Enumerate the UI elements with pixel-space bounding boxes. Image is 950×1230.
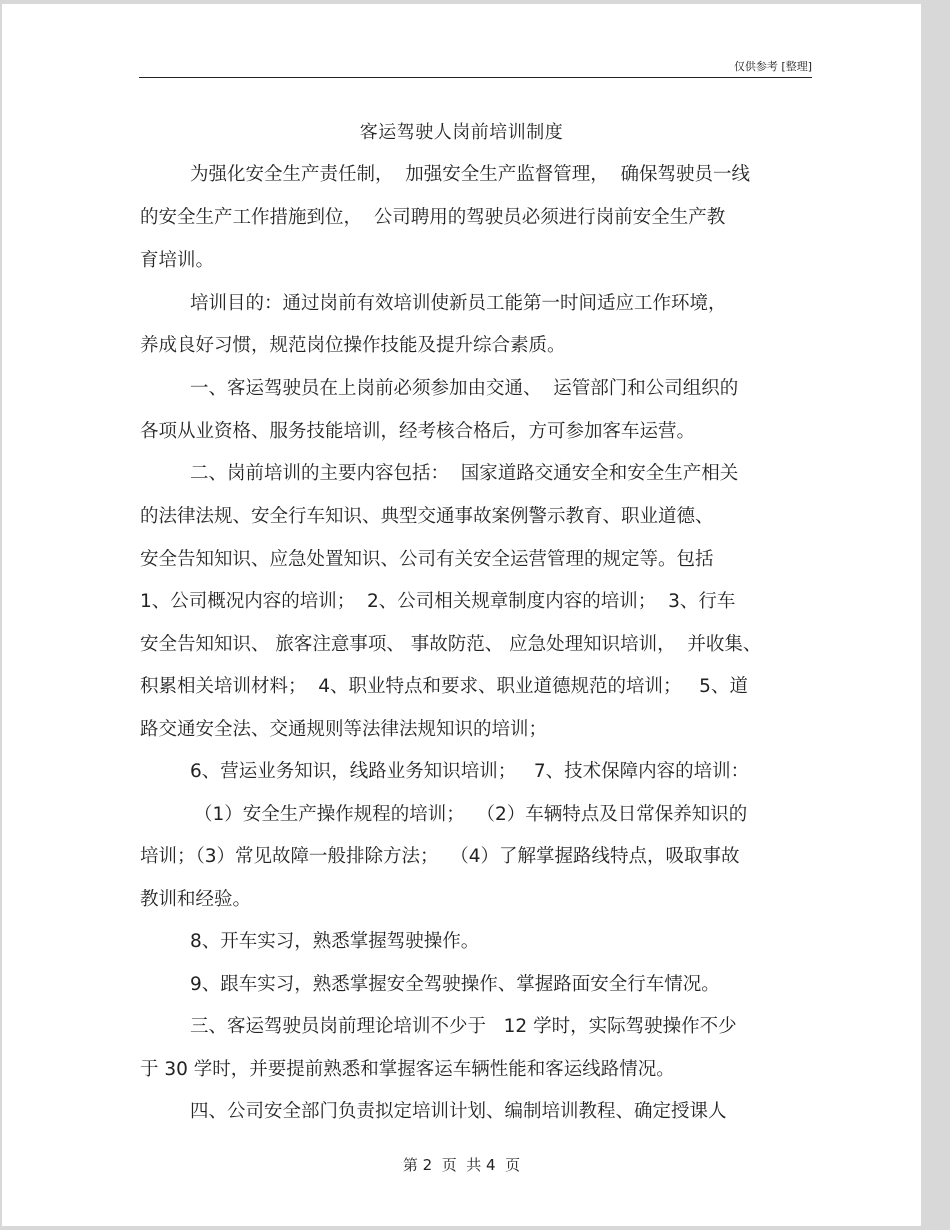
header-note: 仅供参考 [整理] — [733, 60, 812, 73]
paragraph-line: 四、公司安全部门负责拟定培训计划、编制培训教程、确定授课人 — [190, 1101, 727, 1122]
page-header — [139, 52, 812, 78]
paragraph-line: 1、公司概况内容的培训； 2、公司相关规章制度内容的培训； 3、行车 — [140, 591, 736, 612]
document-page — [2, 4, 921, 1226]
paragraph-line: 安全告知知识、应急处置知识、公司有关安全运营管理的规定等。包括 — [140, 549, 714, 570]
paragraph-line: 各项从业资格、服务技能培训，经考核合格后，方可参加客车运营。 — [140, 421, 696, 442]
paragraph-line: 三、客运驾驶员岗前理论培训不少于 12 学时，实际驾驶操作不少 — [190, 1016, 737, 1037]
paragraph-line: 一、客运驾驶员在上岗前必须参加由交通、 运管部门和公司组织的 — [190, 378, 739, 399]
paragraph-line: 于 30 学时，并要提前熟悉和掌握客运车辆性能和客运线路情况。 — [140, 1059, 675, 1080]
paragraph-line: 为强化安全生产责任制， 加强安全生产监督管理， 确保驾驶员一线 — [190, 164, 751, 185]
paragraph-line: 9、跟车实习，熟悉掌握安全驾驶操作、掌握路面安全行车情况。 — [190, 974, 720, 995]
paragraph-line: 教训和经验。 — [140, 889, 252, 910]
paragraph-line: 养成良好习惯，规范岗位操作技能及提升综合素质。 — [140, 335, 566, 356]
paragraph-line: 二、岗前培训的主要内容包括： 国家道路交通安全和安全生产相关 — [190, 463, 739, 484]
paragraph-line: 的法律法规、安全行车知识、典型交通事故案例警示教育、职业道德、 — [140, 506, 714, 527]
paragraph-line: 安全告知知识、 旅客注意事项、 事故防范、 应急处理知识培训， 并收集、 — [140, 634, 762, 655]
paragraph-line: （1）安全生产操作规程的培训； （2）车辆特点及日常保养知识的 — [194, 804, 748, 825]
paragraph-line: 育培训。 — [140, 250, 215, 271]
paragraph-line: 路交通安全法、交通规则等法律法规知识的培训； — [140, 719, 548, 740]
paragraph-line: 6、营运业务知识，线路业务知识培训； 7、技术保障内容的培训： — [190, 761, 750, 782]
paragraph-line: 积累相关培训材料； 4、职业特点和要求、职业道德规范的培训； 5、道 — [140, 676, 748, 697]
paragraph-line: 8、开车实习，熟悉掌握驾驶操作。 — [190, 931, 480, 952]
page-number: 第 2 页 共 4 页 — [402, 1156, 521, 1174]
paragraph-line: 培训目的：通过岗前有效培训使新员工能第一时间适应工作环境， — [190, 293, 727, 314]
document-title: 客运驾驶人岗前培训制度 — [359, 122, 564, 143]
paragraph-line: 的安全生产工作措施到位， 公司聘用的驾驶员必须进行岗前安全生产教 — [140, 207, 726, 228]
paragraph-line: 培训；（3）常见故障一般排除方法； （4）了解掌握路线特点，吸取事故 — [140, 846, 740, 867]
